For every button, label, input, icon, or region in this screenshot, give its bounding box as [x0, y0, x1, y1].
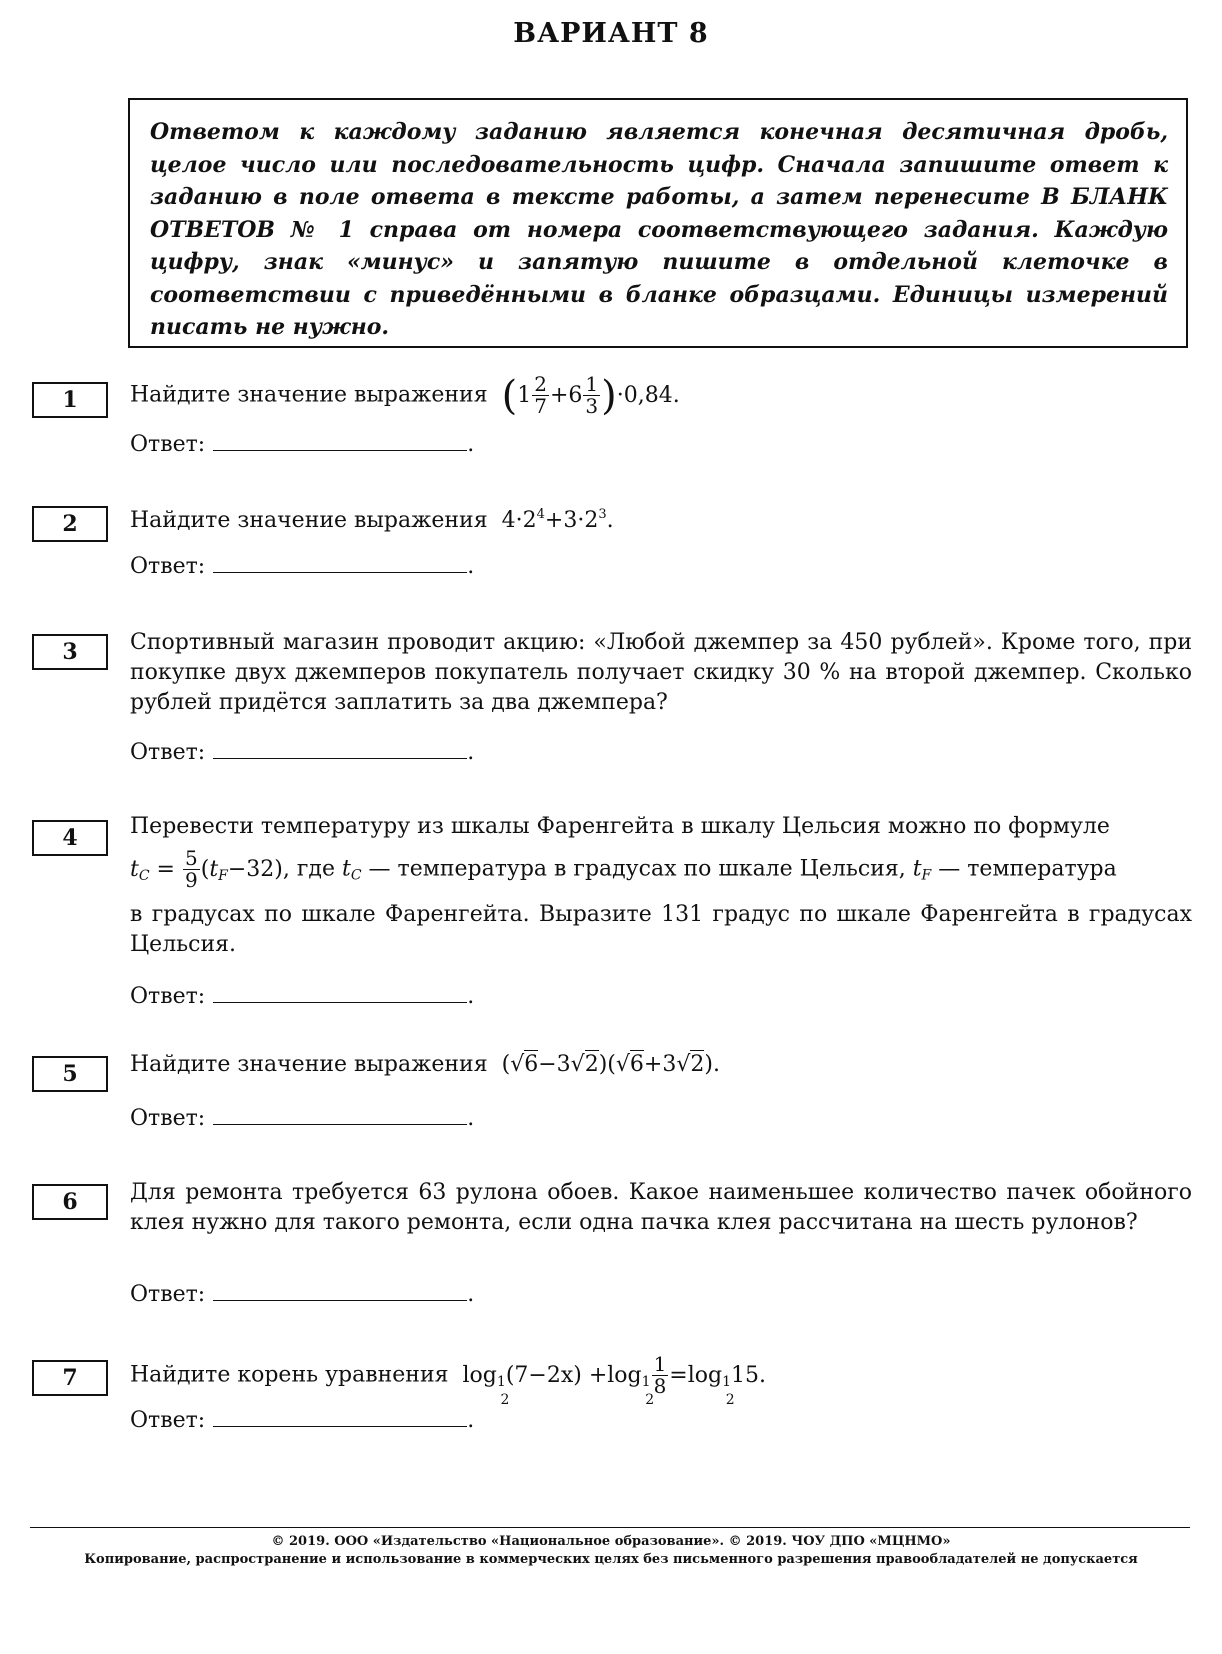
formula-line: $t_C$ = $\frac{5}{9}$ $(t_F-32)$, где $t_C$ — температура в градусах по шкале Цельсия, $t_F$ — температура [130, 846, 1117, 892]
task-number: 1 [32, 382, 108, 418]
task-number: 3 [32, 634, 108, 670]
task-text: Найдите корень уравнения $\log_1$ 2 $(7-2x) +\log_1$ 2 $\frac{1}{8}$ $=\log_1$ 2 15. [130, 1352, 767, 1408]
task-text: Для ремонта требуется 63 рулона обоев. Какое наименьшее количество пачек обойного клея нужно для такого ремонта, если одна пачка клея рассчитана на шесть рулонов? [130, 1180, 1192, 1235]
task-text: Найдите значение выражения (1 $\frac{2}{7}$ +6 $\frac{1}{3}$ )·0,84. [130, 372, 680, 419]
answer-field[interactable]: Ответ: . [130, 740, 475, 765]
answer-field[interactable]: Ответ: . [130, 1106, 475, 1131]
instructions-box: Ответом к каждому заданию является конечная десятичная дробь, целое число или последовательность цифр. Сначала запишите ответ к заданию в поле ответа в тексте работы, а затем перенесите В БЛАНК ОТВЕТОВ № 1 справа от номера соответствующего задания. Каждую цифру, знак «минус» и запятую пишите в отдельной клеточке в соответствии с приведёнными в бланке образцами. Единицы измерений писать не нужно. [128, 98, 1188, 348]
footer-notice: Копирование, распространение и использование в коммерческих целях без письменного разрешения правообладателей не допускается [84, 1552, 1138, 1567]
task-text: Спортивный магазин проводит акцию: «Любой джемпер за 450 рублей». Кроме того, при покупке двух джемперов покупатель получает скидку 30 % на второй джемпер. Сколько рублей придётся заплатить за два джемпера? [130, 630, 1192, 715]
task-number: 2 [32, 506, 108, 542]
answer-field[interactable]: Ответ: . [130, 1282, 475, 1307]
task-number: 6 [32, 1184, 108, 1220]
expression: (1 $\frac{2}{7}$ +6 $\frac{1}{3}$ )·0,84. [501, 372, 680, 419]
answer-field[interactable]: Ответ: . [130, 1408, 475, 1433]
task-text: Найдите значение выражения $4\cdot 2^4+3\cdot 2^3$. [130, 507, 614, 533]
equation: $\log_1$ 2 $(7-2x) +\log_1$ 2 $\frac{1}{8}$ $=\log_1$ 2 15. [462, 1352, 767, 1408]
task-number: 4 [32, 820, 108, 856]
answer-field[interactable]: Ответ: . [130, 554, 475, 579]
answer-field[interactable]: Ответ: . [130, 984, 475, 1009]
task-number: 5 [32, 1056, 108, 1092]
task-number: 7 [32, 1360, 108, 1396]
footer-copyright: © 2019. ООО «Издательство «Национальное образование». © 2019. ЧОУ ДПО «МЦНМО» [271, 1534, 951, 1549]
footer-divider [30, 1527, 1190, 1528]
task-text: Найдите значение выражения (√6−3√2)(√6+3√2). [130, 1052, 720, 1077]
task-text: Перевести температуру из шкалы Фаренгейта в шкалу Цельсия можно по формуле $t_C$ = $\frac{5}{9}$ $(t_F-32)$, где $t_C$ — температура в градусах по шкале Цельсия, $t_F$ — температура в градусах по шкале Фаренгейта. Выразите 131 градус по шкале Фаренгейта в градусах Цельсия. [130, 814, 1192, 957]
expression: $4\cdot 2^4+3\cdot 2^3$. [501, 507, 614, 533]
page-title: ВАРИАНТ 8 [513, 18, 709, 49]
expression: (√6−3√2)(√6+3√2). [501, 1052, 720, 1077]
answer-field[interactable]: Ответ: . [130, 432, 475, 457]
